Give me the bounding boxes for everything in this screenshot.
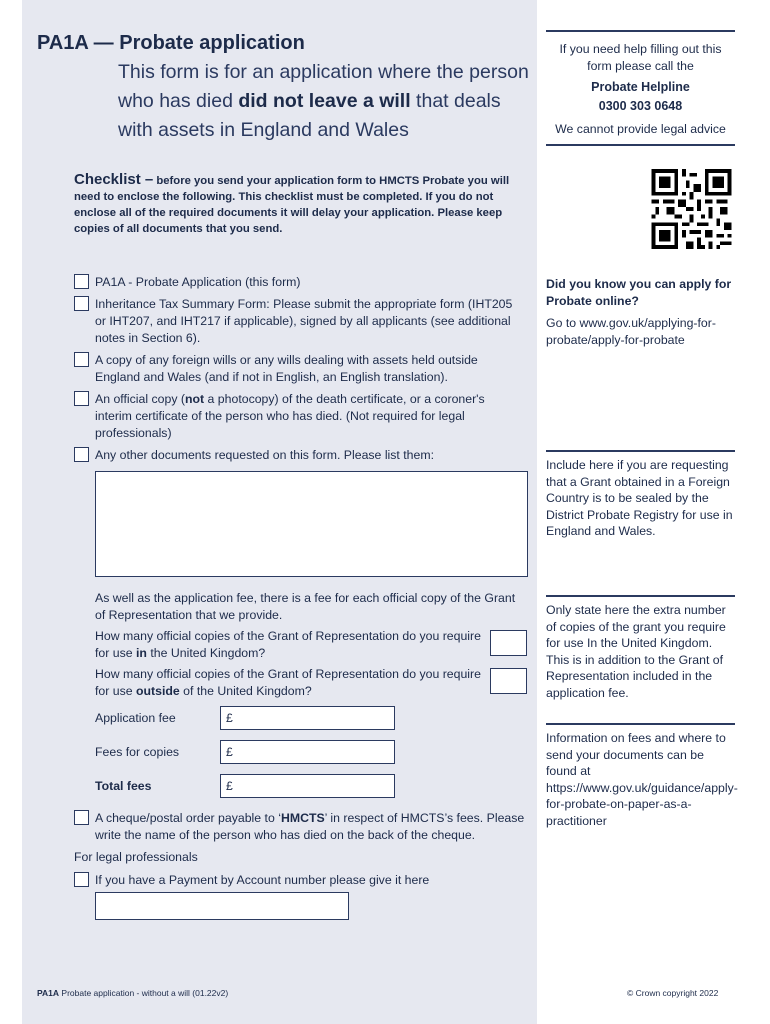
checkbox[interactable]	[74, 872, 89, 887]
checkbox[interactable]	[74, 391, 89, 406]
footer-form-code: PA1A Probate application - without a will (01.22v2)	[37, 988, 229, 998]
copies-fee-input[interactable]: £	[220, 740, 395, 764]
copies-in-uk-input[interactable]	[490, 630, 527, 656]
checklist-item-pa1a: PA1A - Probate Application (this form)	[74, 274, 514, 291]
footer-copyright: © Crown copyright 2022	[627, 988, 719, 998]
copies-note: Only state here the extra number of copies of the grant you require for use In the United Kingdom. This is in addition to the Grant of Representation included in the application fee.	[546, 595, 735, 701]
application-fee-label: Application fee	[95, 711, 176, 725]
checkbox[interactable]	[74, 447, 89, 462]
checklist-intro: Checklist – before you send your application form to HMCTS Probate you will need to enclose the following. This checklist must be completed. If you do not enclose all of the required documents it will delay your application. Please keep copies of all documents that you send.	[74, 171, 510, 235]
total-fees-label: Total fees	[95, 779, 152, 793]
fees-intro: As well as the application fee, there is a fee for each official copy of the Grant of Representation that we provide.	[95, 591, 516, 622]
helpline-box	[546, 30, 735, 146]
copies-outside-uk-input[interactable]	[490, 668, 527, 694]
checkbox[interactable]	[74, 274, 89, 289]
checklist-item-death-certificate: An official copy (not a photocopy) of the death certificate, or a coroner's interim certificate of the person who has died. (Not required for legal professionals)	[74, 391, 514, 442]
checklist-item-pba: If you have a Payment by Account number please give it here	[74, 872, 514, 889]
checkbox[interactable]	[74, 296, 89, 311]
helpline-intro: If you need help filling out this form please call the	[559, 42, 722, 73]
helpline-phone: 0300 303 0648	[598, 99, 683, 113]
form-title: PA1A — Probate application	[37, 32, 305, 54]
copies-in-uk-question: How many official copies of the Grant of Representation do you require for use in the United Kingdom?	[95, 629, 481, 660]
checklist-item-foreign-wills: A copy of any foreign wills or any wills dealing with assets held outside England and Wales (and if not in English, an English translation).	[74, 352, 514, 386]
other-documents-textarea[interactable]	[95, 471, 528, 577]
total-fees-input[interactable]: £	[220, 774, 395, 798]
fees-info-note: Information on fees and where to send your documents can be found at https://www.gov.uk/guidance/apply-for-probate-on-paper-as-a-practitioner	[546, 723, 735, 829]
checklist-item-cheque: A cheque/postal order payable to ‘HMCTS’ in respect of HMCTS’s fees. Please write the name of the person who has died on the back of the cheque.	[74, 810, 529, 844]
checklist-item-other-documents: Any other documents requested on this form. Please list them:	[74, 447, 514, 464]
legal-professionals-heading: For legal professionals	[74, 850, 198, 864]
online-apply-link[interactable]: Go to www.gov.uk/applying-for-probate/apply-for-probate	[546, 316, 716, 347]
legal-advice-note: We cannot provide legal advice	[555, 122, 726, 136]
foreign-grant-note: Include here if you are requesting that a Grant obtained in a Foreign Country is to be sealed by the District Probate Registry for use in England and Wales.	[546, 450, 735, 540]
copies-fee-label: Fees for copies	[95, 745, 180, 759]
copies-outside-uk-question: How many official copies of the Grant of Representation do you require for use outside of the United Kingdom?	[95, 667, 481, 698]
form-subtitle: This form is for an application where the person who has died did not leave a will that deals with assets in England and Wales	[118, 61, 529, 141]
checklist-item-iht: Inheritance Tax Summary Form: Please submit the appropriate form (IHT205 or IHT207, and IHT217 if applicable), signed by all applicants (see additional notes in Section 6).	[74, 296, 514, 347]
online-apply-question: Did you know you can apply for Probate online?	[546, 277, 732, 308]
application-fee-input[interactable]: £	[220, 706, 395, 730]
helpline-name: Probate Helpline	[591, 80, 690, 94]
checkbox[interactable]	[74, 352, 89, 367]
checklist-heading: Checklist –	[74, 171, 154, 188]
pba-number-input[interactable]	[95, 892, 349, 920]
checkbox[interactable]	[74, 810, 89, 825]
qr-code-icon[interactable]	[650, 169, 733, 249]
